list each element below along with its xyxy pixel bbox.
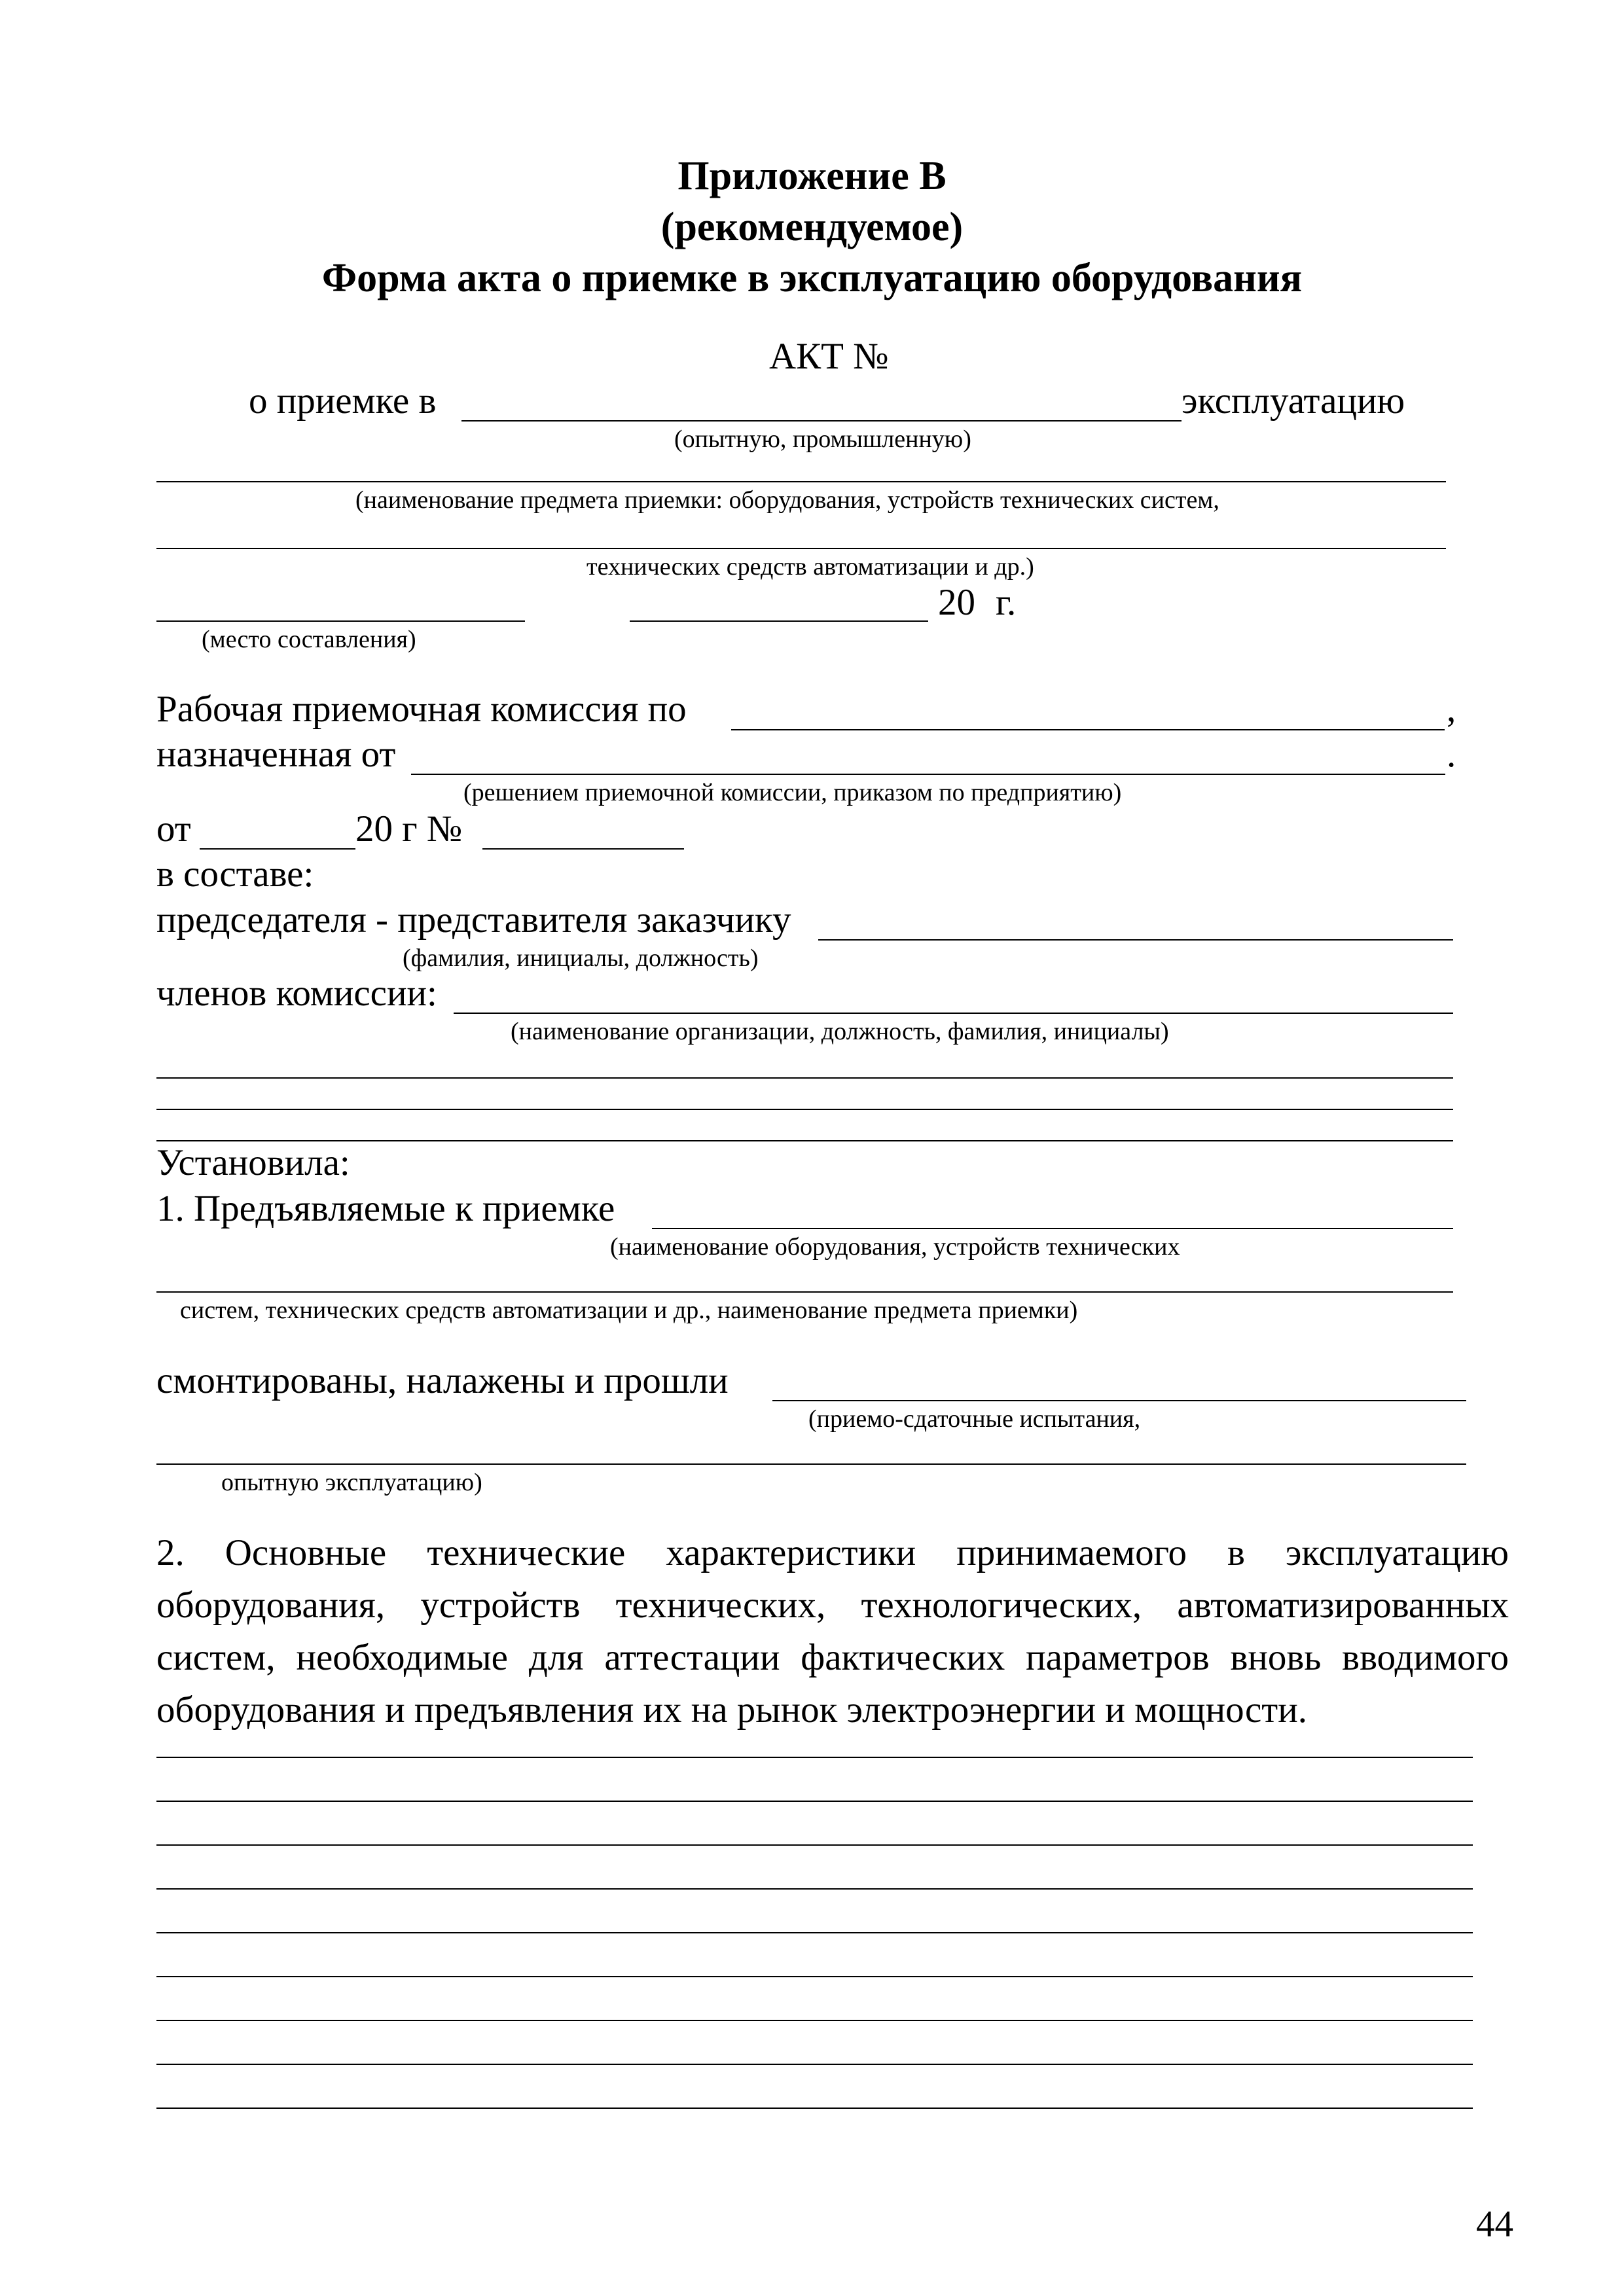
tests-field[interactable] (772, 1400, 1466, 1401)
characteristics-line-3[interactable] (156, 1844, 1473, 1846)
chairman-field[interactable] (818, 939, 1453, 941)
date-year-prefix: 20 (938, 582, 975, 623)
characteristics-line-9[interactable] (156, 2108, 1473, 2109)
operation-type-caption: (опытную, промышленную) (674, 425, 971, 453)
order-number-field[interactable] (482, 848, 684, 850)
place-field[interactable] (156, 620, 525, 622)
appointed-label: назначенная от (156, 734, 396, 775)
from-label: от (156, 808, 191, 850)
members-extra-line-3[interactable] (156, 1140, 1453, 1141)
year-number-label: 20 г № (355, 808, 463, 850)
item1-caption-b: систем, технических средств автоматизации и др., наименование предмета приемки) (180, 1297, 1078, 1324)
section2-paragraph (156, 1527, 1509, 1736)
operation-type-field[interactable] (461, 420, 1182, 422)
composition-label: в составе: (156, 853, 314, 895)
members-caption: (наименование организации, должность, фамилия, инициалы) (511, 1018, 1169, 1045)
date-field[interactable] (630, 620, 928, 622)
established-label: Установила: (156, 1142, 350, 1183)
members-label: членов комиссии: (156, 973, 437, 1014)
tests-field-2[interactable] (156, 1463, 1466, 1465)
acceptance-prefix: о приемке в (249, 380, 437, 422)
chairman-caption: (фамилия, инициалы, должность) (403, 944, 759, 972)
tests-caption: (приемо-сдаточные испытания, (808, 1405, 1141, 1433)
members-extra-line-2[interactable] (156, 1109, 1453, 1110)
act-number-label: АКТ № (769, 336, 889, 377)
characteristics-line-2[interactable] (156, 1801, 1473, 1802)
page-number: 44 (1476, 2204, 1513, 2245)
characteristics-line-6[interactable] (156, 1976, 1473, 1977)
item1-field[interactable] (652, 1228, 1453, 1229)
from-date-field[interactable] (200, 848, 355, 850)
members-extra-line-1[interactable] (156, 1077, 1453, 1079)
chairman-label: председателя - представителя заказчику (156, 899, 791, 941)
commission-comma: , (1447, 689, 1456, 730)
members-field[interactable] (454, 1013, 1453, 1014)
characteristics-line-5[interactable] (156, 1932, 1473, 1933)
subject-caption-1: (наименование предмета приемки: оборудования, устройств технических систем, (355, 486, 1219, 514)
commission-label: Рабочая приемочная комиссия по (156, 689, 687, 730)
place-caption: (место составления) (202, 626, 416, 653)
subject-field-1[interactable] (156, 481, 1446, 482)
characteristics-line-8[interactable] (156, 2064, 1473, 2065)
date-year-suffix: г. (996, 582, 1017, 623)
basis-caption: (решением приемочной комиссии, приказом по предприятию) (463, 779, 1122, 806)
commission-field[interactable] (731, 729, 1445, 730)
appendix-status: (рекомендуемое) (660, 205, 964, 249)
characteristics-line-1[interactable] (156, 1757, 1473, 1758)
trial-caption: опытную эксплуатацию) (221, 1469, 482, 1496)
section2-text: 2. Основные технические характеристики принимаемого в эксплуатацию оборудования, устройств технических, технологических, автоматизированных систем, необходимые для аттестации фактических параметров вновь вводимого оборудования и предъявления их на рынок электроэнергии и мощности. (156, 1532, 1509, 1731)
subject-field-2[interactable] (156, 548, 1446, 549)
subject-caption-2: технических средств автоматизации и др.) (586, 553, 1034, 581)
appendix-title: Приложение В (677, 154, 947, 198)
appointed-period: . (1447, 734, 1456, 775)
acceptance-suffix: эксплуатацию (1182, 380, 1405, 422)
appointed-field[interactable] (411, 774, 1445, 775)
item1-label: 1. Предъявляемые к приемке (156, 1188, 615, 1229)
item1-field-2[interactable] (156, 1291, 1453, 1293)
mounted-label: смонтированы, налажены и прошли (156, 1360, 729, 1401)
characteristics-line-7[interactable] (156, 2020, 1473, 2021)
item1-caption-a: (наименование оборудования, устройств технических (610, 1233, 1180, 1261)
form-title: Форма акта о приемке в эксплуатацию оборудования (321, 256, 1303, 300)
characteristics-line-4[interactable] (156, 1888, 1473, 1890)
